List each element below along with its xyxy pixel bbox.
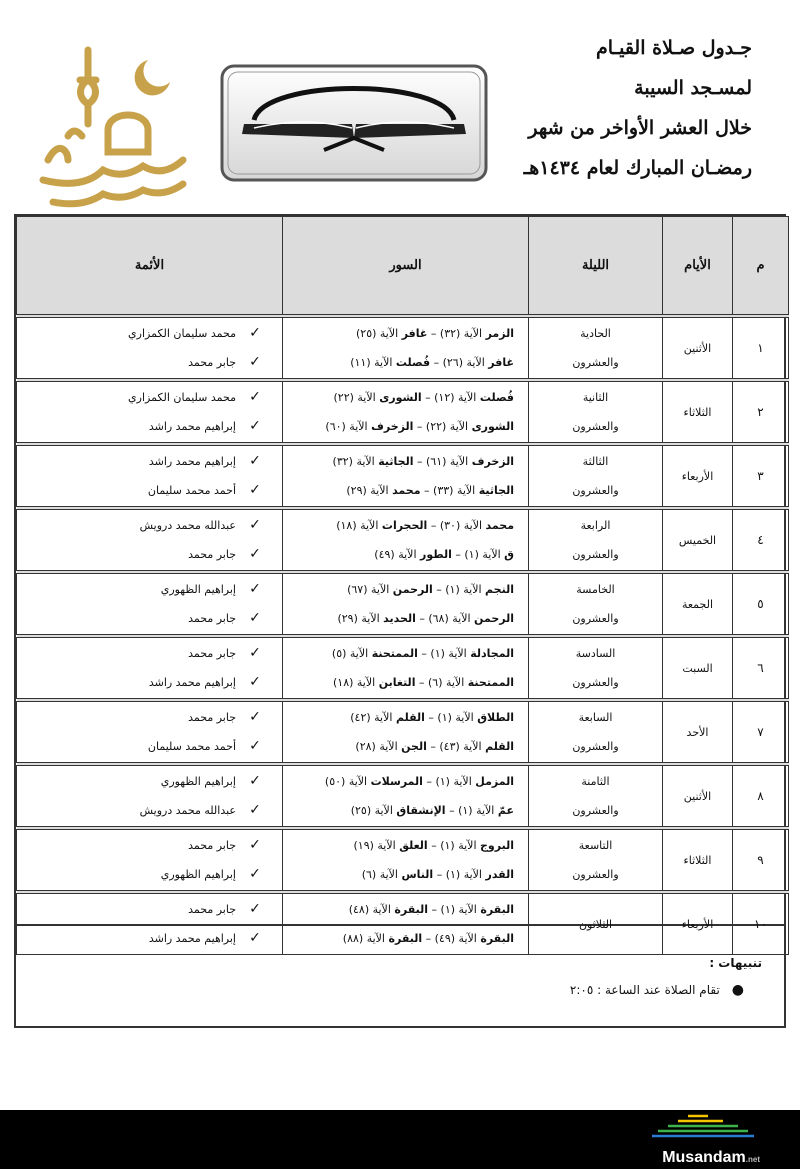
ayah-from: الآية (٢٢) bbox=[425, 420, 469, 433]
surah-from: الطلاق bbox=[477, 711, 514, 724]
row-number: ١٠ bbox=[733, 894, 789, 955]
bullet-icon: ● bbox=[731, 982, 744, 998]
row-imams bbox=[17, 382, 283, 443]
imam-name: محمد سليمان الكمزاري bbox=[128, 327, 236, 340]
title-line-3: خلال العشر الأواخر من شهر bbox=[528, 117, 752, 139]
surah-from: غافر bbox=[488, 356, 514, 369]
imam-entry bbox=[17, 447, 264, 476]
imam-entry bbox=[17, 540, 264, 569]
checkmark-icon: ✓ bbox=[249, 738, 261, 754]
surah-range bbox=[283, 796, 514, 825]
musandam-logo-icon bbox=[648, 1112, 758, 1150]
ayah-to: الآية (٤٨) bbox=[348, 903, 391, 916]
night-word: الثالثة bbox=[582, 455, 609, 468]
night-word: والعشرون bbox=[572, 740, 619, 753]
row-imams bbox=[17, 446, 283, 507]
row-imams bbox=[17, 702, 283, 763]
surah-from: المزمل bbox=[475, 775, 514, 788]
row-surahs bbox=[283, 382, 529, 443]
header-imams: الأئمة bbox=[17, 217, 283, 315]
surah-range bbox=[283, 732, 514, 761]
range-dash: – bbox=[455, 548, 461, 561]
row-surahs bbox=[283, 702, 529, 763]
table-row bbox=[17, 574, 789, 635]
ayah-to: الآية (٢٩) bbox=[346, 484, 389, 497]
title-line-4: رمضـان المبارك لعام ١٤٣٤هـ bbox=[523, 157, 752, 179]
imam-entry bbox=[17, 575, 264, 604]
surah-from: الشورى bbox=[471, 420, 514, 433]
range-dash: – bbox=[431, 903, 438, 916]
ayah-to: الآية (٤٩) bbox=[374, 548, 417, 561]
row-imams bbox=[17, 510, 283, 571]
surah-range bbox=[283, 447, 514, 476]
surah-to: الحديد bbox=[383, 612, 416, 625]
ayah-to: الآية (١٨) bbox=[336, 519, 379, 532]
ayah-from: الآية (١) bbox=[435, 775, 472, 788]
night-word: الخامسة bbox=[576, 583, 615, 596]
ayah-to: الآية (١٩) bbox=[353, 839, 396, 852]
title-block bbox=[432, 28, 752, 188]
brand-suffix: .net bbox=[745, 1155, 760, 1164]
row-surahs bbox=[283, 766, 529, 827]
imam-name: إبراهيم محمد راشد bbox=[148, 676, 236, 689]
checkmark-icon: ✓ bbox=[249, 581, 261, 597]
imam-entry bbox=[17, 348, 264, 377]
ayah-from: الآية (١) bbox=[464, 548, 501, 561]
range-dash: – bbox=[436, 868, 443, 881]
ayah-to: الآية (٤٢) bbox=[350, 711, 393, 724]
ayah-from: الآية (١) bbox=[437, 711, 474, 724]
imam-entry bbox=[17, 668, 264, 697]
range-dash: – bbox=[419, 612, 425, 625]
surah-to: المرسلات bbox=[370, 775, 423, 788]
imam-entry bbox=[17, 476, 264, 505]
night-word: السادسة bbox=[575, 647, 616, 660]
range-dash: – bbox=[428, 711, 434, 724]
row-night bbox=[529, 382, 663, 443]
surah-to: الرحمن bbox=[392, 583, 433, 596]
checkmark-icon: ✓ bbox=[249, 930, 261, 946]
checkmark-icon: ✓ bbox=[249, 418, 261, 434]
imam-name: إبراهيم الظهوري bbox=[160, 868, 236, 881]
notes-title: تنبيهات : bbox=[709, 956, 762, 970]
title-line-2: لمسـجد السيبة bbox=[634, 77, 752, 99]
surah-to: الزخرف bbox=[371, 420, 414, 433]
surah-range bbox=[283, 383, 514, 412]
row-day: الثلاثاء bbox=[663, 382, 733, 443]
night-word: والعشرون bbox=[572, 484, 619, 497]
notes-item-text: تقام الصلاة عند الساعة : ٢:٠٥ bbox=[569, 983, 720, 997]
imam-entry bbox=[17, 767, 264, 796]
row-day: الأربعاء bbox=[663, 446, 733, 507]
ayah-from: الآية (١) bbox=[445, 583, 482, 596]
surah-range bbox=[283, 767, 514, 796]
surah-from: القلم bbox=[485, 740, 514, 753]
surah-from: الزمر bbox=[485, 327, 514, 340]
table-header-row bbox=[17, 217, 789, 315]
table-body bbox=[17, 315, 789, 955]
ayah-from: الآية (٤٣) bbox=[439, 740, 482, 753]
ayah-from: الآية (١) bbox=[440, 903, 477, 916]
document-header bbox=[0, 0, 800, 210]
night-word: الثلاثون bbox=[578, 917, 613, 931]
checkmark-icon: ✓ bbox=[249, 325, 261, 341]
checkmark-icon: ✓ bbox=[249, 354, 261, 370]
surah-range bbox=[283, 668, 514, 697]
row-number: ٢ bbox=[733, 382, 789, 443]
range-dash: – bbox=[431, 839, 437, 852]
imam-name: جابر محمد bbox=[188, 647, 236, 660]
row-day: الجمعة bbox=[663, 574, 733, 635]
range-dash: – bbox=[425, 932, 432, 945]
range-dash: – bbox=[418, 676, 425, 689]
row-day: السبت bbox=[663, 638, 733, 699]
header-day: الأيام bbox=[663, 217, 733, 315]
row-night bbox=[529, 510, 663, 571]
row-number: ٥ bbox=[733, 574, 789, 635]
row-surahs bbox=[283, 830, 529, 891]
surah-range bbox=[283, 831, 514, 860]
surah-to: الطور bbox=[420, 548, 452, 561]
imam-entry bbox=[17, 511, 264, 540]
surah-range bbox=[283, 412, 514, 441]
row-day: الثلاثاء bbox=[663, 830, 733, 891]
range-dash: – bbox=[449, 804, 455, 817]
row-surahs bbox=[283, 638, 529, 699]
checkmark-icon: ✓ bbox=[249, 866, 261, 882]
row-night bbox=[529, 830, 663, 891]
surah-from: فُصلت bbox=[479, 391, 514, 404]
checkmark-icon: ✓ bbox=[249, 453, 261, 469]
table-row bbox=[17, 382, 789, 443]
imam-name: أحمد محمد سليمان bbox=[147, 740, 236, 753]
surah-to: التغابن bbox=[378, 676, 416, 689]
surah-from: المجادلة bbox=[470, 647, 514, 660]
surah-range bbox=[283, 348, 514, 377]
surah-from: البقرة bbox=[480, 932, 514, 945]
ayah-to: الآية (٦) bbox=[361, 868, 398, 881]
ayah-to: الآية (٥٠) bbox=[324, 775, 368, 788]
surah-from: عمّ bbox=[497, 804, 514, 817]
notes-box bbox=[14, 926, 786, 1028]
range-dash: – bbox=[417, 455, 423, 468]
imam-name: جابر محمد bbox=[188, 548, 236, 561]
surah-to: العلق bbox=[399, 839, 428, 852]
imam-name: عبدالله محمد درويش bbox=[139, 519, 236, 532]
ayah-from: الآية (١) bbox=[440, 839, 477, 852]
row-day: الخميس bbox=[663, 510, 733, 571]
surah-to: الجن bbox=[401, 740, 427, 753]
range-dash: – bbox=[433, 356, 440, 369]
ayah-from: الآية (٦١) bbox=[426, 455, 469, 468]
row-imams bbox=[17, 574, 283, 635]
surah-to: البقرة bbox=[388, 932, 423, 945]
surah-to: الشورى bbox=[379, 391, 422, 404]
row-number: ٨ bbox=[733, 766, 789, 827]
row-number: ٧ bbox=[733, 702, 789, 763]
row-imams bbox=[17, 318, 283, 379]
surah-from: الجاثية bbox=[478, 484, 514, 497]
checkmark-icon: ✓ bbox=[249, 802, 261, 818]
imam-entry bbox=[17, 703, 264, 732]
imam-name: محمد سليمان الكمزاري bbox=[128, 391, 236, 404]
surah-to: الممتحنة bbox=[371, 647, 418, 660]
range-dash: – bbox=[425, 391, 431, 404]
imam-name: جابر محمد bbox=[188, 839, 236, 852]
surah-from: البروج bbox=[480, 839, 514, 852]
title-line-1: جـدول صـلاة القيـام bbox=[595, 37, 752, 59]
imam-entry bbox=[17, 895, 264, 924]
range-dash: – bbox=[436, 583, 442, 596]
table-row bbox=[17, 766, 789, 827]
ayah-to: الآية (٦٧) bbox=[347, 583, 390, 596]
surah-range bbox=[283, 703, 514, 732]
checkmark-icon: ✓ bbox=[249, 837, 261, 853]
surah-to: القلم bbox=[395, 711, 425, 724]
imam-name: جابر محمد bbox=[188, 612, 236, 625]
row-night bbox=[529, 318, 663, 379]
surah-from: الممتحنة bbox=[467, 676, 514, 689]
table-row bbox=[17, 510, 789, 571]
night-word: والعشرون bbox=[572, 676, 619, 689]
ayah-to: الآية (٢٨) bbox=[355, 740, 398, 753]
row-imams bbox=[17, 766, 283, 827]
night-word: والعشرون bbox=[572, 868, 619, 881]
header-m: م bbox=[733, 217, 789, 315]
row-surahs bbox=[283, 574, 529, 635]
imam-entry bbox=[17, 412, 264, 441]
ayah-from: الآية (١) bbox=[458, 804, 495, 817]
night-word: الرابعة bbox=[580, 519, 611, 532]
ramadan-lantern-logo bbox=[28, 40, 198, 210]
row-night bbox=[529, 446, 663, 507]
checkmark-icon: ✓ bbox=[249, 901, 261, 917]
ayah-to: الآية (٢٥) bbox=[355, 327, 399, 340]
row-day: الأثنين bbox=[663, 766, 733, 827]
brand-text: Musandam bbox=[662, 1149, 746, 1166]
range-dash: – bbox=[421, 647, 427, 660]
range-dash: – bbox=[416, 420, 423, 433]
ayah-to: الآية (٢٢) bbox=[333, 391, 376, 404]
surah-range bbox=[283, 860, 514, 889]
ayah-from: الآية (٤٩) bbox=[434, 932, 477, 945]
checkmark-icon: ✓ bbox=[249, 674, 261, 690]
ayah-from: الآية (٢٦) bbox=[442, 356, 485, 369]
imam-entry bbox=[17, 860, 264, 889]
checkmark-icon: ✓ bbox=[249, 610, 261, 626]
checkmark-icon: ✓ bbox=[249, 773, 261, 789]
surah-range bbox=[283, 575, 514, 604]
range-dash: – bbox=[424, 484, 430, 497]
surah-range bbox=[283, 319, 514, 348]
schedule-table bbox=[14, 214, 786, 946]
ayah-from: الآية (١) bbox=[445, 868, 482, 881]
table-row bbox=[17, 830, 789, 891]
surah-range bbox=[283, 476, 514, 505]
surah-from: البقرة bbox=[480, 903, 514, 916]
night-word: والعشرون bbox=[572, 804, 619, 817]
imam-name: إبراهيم الظهوري bbox=[160, 583, 236, 596]
row-surahs bbox=[283, 318, 529, 379]
row-number: ٩ bbox=[733, 830, 789, 891]
surah-range bbox=[283, 895, 514, 924]
table-row bbox=[17, 702, 789, 763]
night-word: التاسعة bbox=[578, 839, 613, 852]
surah-to: الجاثية bbox=[378, 455, 414, 468]
row-surahs bbox=[283, 446, 529, 507]
ayah-to: الآية (٢٥) bbox=[350, 804, 393, 817]
ayah-from: الآية (٣٣) bbox=[433, 484, 476, 497]
ayah-from: الآية (٣٢) bbox=[439, 327, 483, 340]
row-number: ٣ bbox=[733, 446, 789, 507]
ayah-to: الآية (٨٨) bbox=[342, 932, 385, 945]
surah-to: محمد bbox=[392, 484, 421, 497]
brand-name[interactable] bbox=[662, 1149, 760, 1167]
checkmark-icon: ✓ bbox=[249, 389, 261, 405]
ayah-from: الآية (٣٠) bbox=[439, 519, 483, 532]
notes-item bbox=[570, 982, 744, 998]
ayah-from: الآية (٦٨) bbox=[428, 612, 471, 625]
range-dash: – bbox=[430, 519, 437, 532]
range-dash: – bbox=[430, 327, 437, 340]
night-word: والعشرون bbox=[572, 548, 619, 561]
header-surahs: السور bbox=[283, 217, 529, 315]
table-row bbox=[17, 318, 789, 379]
imam-name: إبراهيم محمد راشد bbox=[148, 455, 236, 468]
row-imams bbox=[17, 830, 283, 891]
ayah-from: الآية (١٢) bbox=[434, 391, 477, 404]
row-number: ٦ bbox=[733, 638, 789, 699]
surah-range bbox=[283, 604, 514, 633]
checkmark-icon: ✓ bbox=[249, 645, 261, 661]
imam-name: إبراهيم محمد راشد bbox=[148, 932, 236, 945]
surah-range bbox=[283, 639, 514, 668]
surah-from: محمد bbox=[485, 519, 514, 532]
imam-entry bbox=[17, 831, 264, 860]
surah-from: النجم bbox=[485, 583, 514, 596]
surah-to: الحجرات bbox=[381, 519, 428, 532]
row-night bbox=[529, 766, 663, 827]
table-row bbox=[17, 638, 789, 699]
row-imams bbox=[17, 638, 283, 699]
imam-entry bbox=[17, 383, 264, 412]
surah-range bbox=[283, 511, 514, 540]
ayah-to: الآية (٥) bbox=[331, 647, 369, 660]
surah-to: فُصلت bbox=[395, 356, 431, 369]
ayah-to: الآية (٣٢) bbox=[332, 455, 375, 468]
row-day: الأحد bbox=[663, 702, 733, 763]
checkmark-icon: ✓ bbox=[249, 517, 261, 533]
checkmark-icon: ✓ bbox=[249, 709, 261, 725]
surah-to: الناس bbox=[401, 868, 434, 881]
row-night bbox=[529, 574, 663, 635]
row-day: الأربعاء bbox=[663, 894, 733, 955]
surah-to: غافر bbox=[401, 327, 428, 340]
ayah-from: الآية (١) bbox=[430, 647, 467, 660]
imam-entry bbox=[17, 732, 264, 761]
ayah-to: الآية (٦٠) bbox=[325, 420, 368, 433]
night-word: والعشرون bbox=[572, 356, 619, 369]
imam-name: إبراهيم الظهوري bbox=[160, 775, 236, 788]
checkmark-icon: ✓ bbox=[249, 482, 261, 498]
surah-to: الإنشقاق bbox=[396, 804, 446, 817]
row-night bbox=[529, 638, 663, 699]
night-word: السابعة bbox=[578, 711, 613, 724]
imam-entry bbox=[17, 639, 264, 668]
header-night: الليلة bbox=[529, 217, 663, 315]
night-word: والعشرون bbox=[572, 420, 619, 433]
surah-from: الرحمن bbox=[474, 612, 514, 625]
surah-to: البقرة bbox=[394, 903, 429, 916]
surah-from: القدر bbox=[485, 868, 514, 881]
surah-range bbox=[283, 540, 514, 569]
footer-bar bbox=[0, 1110, 800, 1169]
surah-from: الزخرف bbox=[471, 455, 514, 468]
imam-name: عبدالله محمد درويش bbox=[139, 804, 236, 817]
imam-name: جابر محمد bbox=[188, 903, 236, 916]
imam-entry bbox=[17, 796, 264, 825]
ayah-to: الآية (١٨) bbox=[333, 676, 376, 689]
row-number: ١ bbox=[733, 318, 789, 379]
night-word: الحادية bbox=[580, 327, 611, 340]
surah-from: ق bbox=[504, 548, 514, 561]
night-word: والعشرون bbox=[572, 612, 619, 625]
range-dash: – bbox=[430, 740, 436, 753]
imam-name: جابر محمد bbox=[188, 711, 236, 724]
ayah-to: الآية (١١) bbox=[350, 356, 393, 369]
range-dash: – bbox=[426, 775, 432, 788]
ayah-to: الآية (٢٩) bbox=[337, 612, 380, 625]
checkmark-icon: ✓ bbox=[249, 546, 261, 562]
row-number: ٤ bbox=[733, 510, 789, 571]
imam-name: جابر محمد bbox=[188, 356, 236, 369]
night-word: الثامنة bbox=[581, 775, 610, 788]
imam-entry bbox=[17, 319, 264, 348]
row-day: الأثنين bbox=[663, 318, 733, 379]
night-word: الثانية bbox=[582, 391, 609, 404]
imam-entry bbox=[17, 604, 264, 633]
ayah-from: الآية (٦) bbox=[427, 676, 465, 689]
table-row bbox=[17, 446, 789, 507]
row-night bbox=[529, 702, 663, 763]
imam-name: أحمد محمد سليمان bbox=[147, 484, 236, 497]
row-surahs bbox=[283, 510, 529, 571]
imam-name: إبراهيم محمد راشد bbox=[148, 420, 236, 433]
